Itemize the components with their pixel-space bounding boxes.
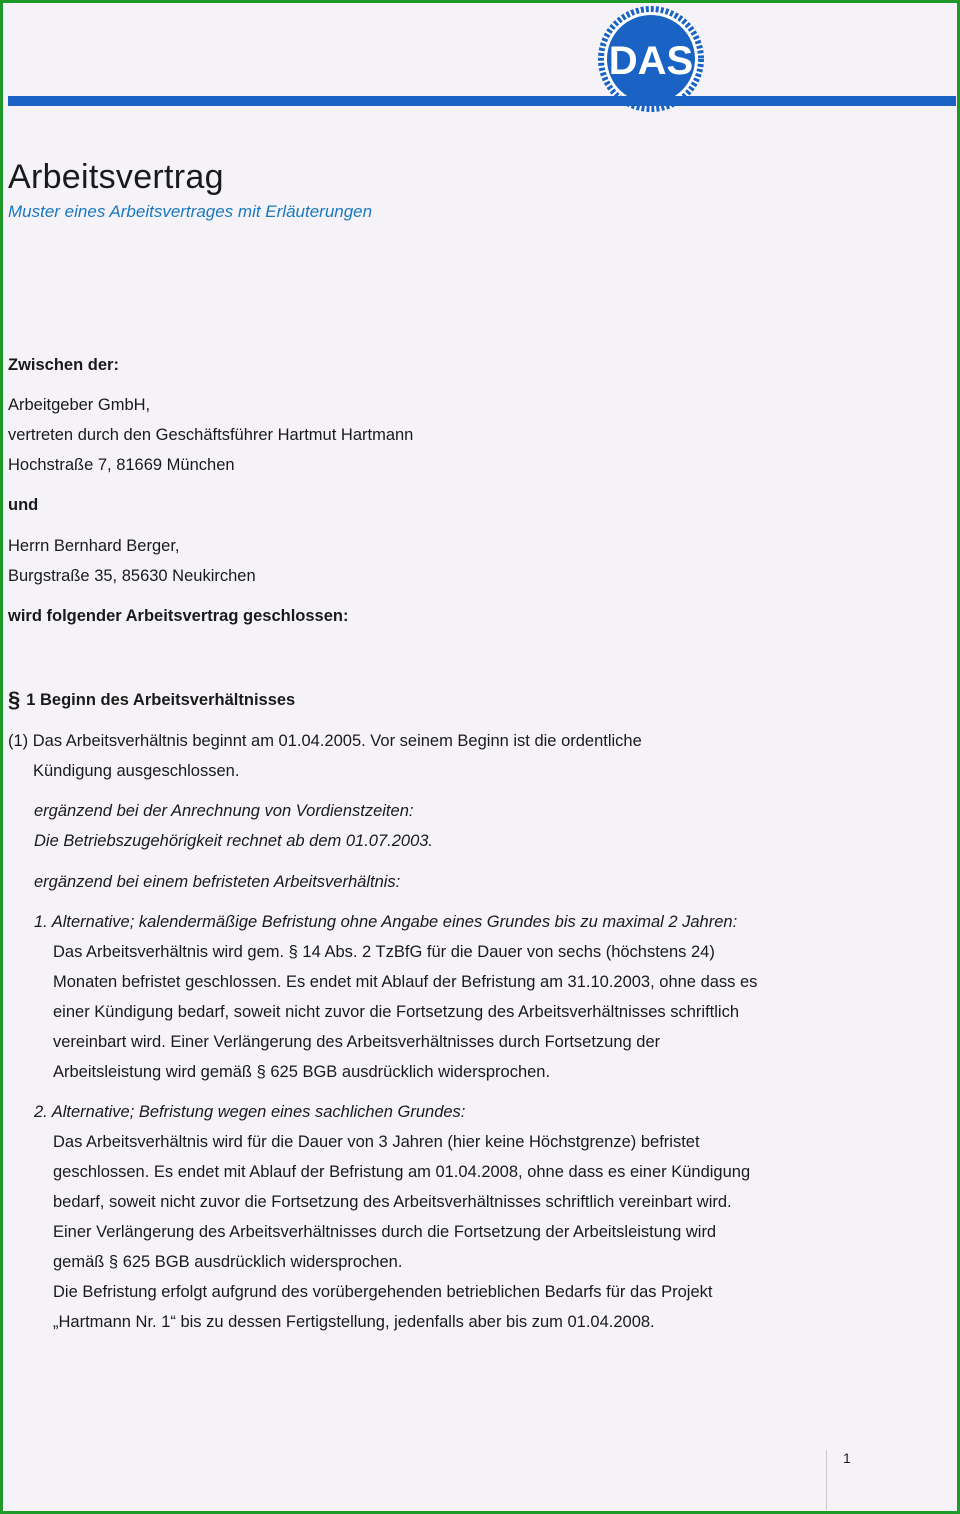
section-mark: §: [8, 687, 21, 712]
header-bar: [8, 96, 956, 106]
alternative-line: gemäß § 625 BGB ausdrücklich widersprochen.: [53, 1253, 403, 1271]
alternative-line: Die Befristung erfolgt aufgrund des vorübergehenden betrieblichen Bedarfs für das Projekt: [53, 1283, 713, 1301]
employee-line: Herrn Bernhard Berger,: [8, 537, 180, 555]
note-line: ergänzend bei einem befristeten Arbeitsverhältnis:: [34, 873, 401, 891]
contract-closing: wird folgender Arbeitsvertrag geschlossen:: [8, 607, 349, 625]
paragraph-line: (1) Das Arbeitsverhältnis beginnt am 01.04.2005. Vor seinem Beginn ist die ordentliche: [8, 732, 642, 750]
alternative-line: Arbeitsleistung wird gemäß § 625 BGB ausdrücklich widersprochen.: [53, 1063, 551, 1081]
page-number: 1: [843, 1450, 851, 1466]
and-label: und: [8, 496, 39, 514]
alternative-heading: 1. Alternative; kalendermäßige Befristung ohne Angabe eines Grundes bis zu maximal 2 Jahren:: [34, 913, 738, 931]
between-label: Zwischen der:: [8, 356, 119, 374]
note-line: Die Betriebszugehörigkeit rechnet ab dem 01.07.2003.: [34, 832, 434, 850]
paragraph-line: Kündigung ausgeschlossen.: [33, 762, 240, 780]
page-subtitle: Muster eines Arbeitsvertrages mit Erläuterungen: [8, 202, 373, 221]
alternative-line: einer Kündigung bedarf, soweit nicht zuvor die Fortsetzung des Arbeitsverhältnisses schriftlich: [53, 1003, 740, 1021]
alternative-line: Monaten befristet geschlossen. Es endet mit Ablauf der Befristung am 31.10.2003, ohne dass es: [53, 973, 758, 991]
employer-line: Hochstraße 7, 81669 München: [8, 456, 235, 474]
employer-line: vertreten durch den Geschäftsführer Hartmut Hartmann: [8, 426, 414, 444]
alternative-line: Das Arbeitsverhältnis wird gem. § 14 Abs. 2 TzBfG für die Dauer von sechs (höchstens 24): [53, 943, 715, 961]
alternative-line: bedarf, soweit nicht zuvor die Fortsetzung des Arbeitsverhältnisses schriftlich vereinbart wird.: [53, 1193, 732, 1211]
note-line: ergänzend bei der Anrechnung von Vordienstzeiten:: [34, 802, 414, 820]
alternative-line: „Hartmann Nr. 1“ bis zu dessen Fertigstellung, jedenfalls aber bis zum 01.04.2008.: [53, 1313, 655, 1331]
section-heading: [8, 685, 295, 715]
page-title: Arbeitsvertrag: [8, 158, 224, 196]
alternative-heading: 2. Alternative; Befristung wegen eines sachlichen Grundes:: [34, 1103, 466, 1121]
logo-text: DAS: [608, 39, 694, 83]
section-heading-text: 1 Beginn des Arbeitsverhältnisses: [26, 691, 296, 709]
alternative-line: geschlossen. Es endet mit Ablauf der Befristung am 01.04.2008, ohne dass es einer Kündigung: [53, 1163, 751, 1181]
alternative-line: vereinbart wird. Einer Verlängerung des Arbeitsverhältnisses durch Fortsetzung der: [53, 1033, 661, 1051]
employer-line: Arbeitgeber GmbH,: [8, 396, 151, 414]
employee-line: Burgstraße 35, 85630 Neukirchen: [8, 567, 256, 585]
footer-divider: [826, 1450, 827, 1510]
alternative-line: Einer Verlängerung des Arbeitsverhältnisses durch die Fortsetzung der Arbeitsleistung wird: [53, 1223, 717, 1241]
alternative-line: Das Arbeitsverhältnis wird für die Dauer von 3 Jahren (hier keine Höchstgrenze) befristet: [53, 1133, 700, 1151]
